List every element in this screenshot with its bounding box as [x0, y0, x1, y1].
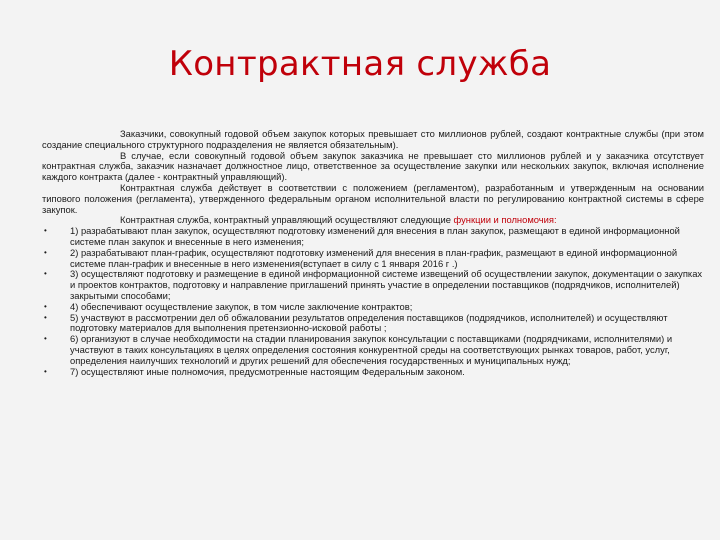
list-item: [42, 334, 704, 366]
paragraph-1: Заказчики, совокупный годовой объем закупок которых превышает сто миллионов рублей, создают контрактные службы (при этом создание специального структурного подразделения не является обязательным).: [42, 128, 704, 150]
list-item: [42, 248, 704, 270]
slide-title: Контрактная служба: [168, 44, 552, 84]
list-item-text: 7) осуществляют иные полномочия, предусмотренные настоящим Федеральным законом.: [70, 365, 465, 377]
bullet-icon: •: [44, 247, 47, 257]
list-item: [42, 226, 704, 248]
bullet-icon: •: [44, 334, 47, 344]
bullet-icon: •: [44, 301, 47, 311]
intro-text: Контрактная служба, контрактный управляющий осуществляют следующие: [120, 214, 454, 226]
list-item: [42, 313, 704, 335]
intro-highlight: функции и полномочия:: [453, 214, 557, 226]
paragraph-3: Контрактная служба действует в соответствии с положением (регламентом), разработанным и утвержденным на основании типового положения (регламента), утвержденного федеральным органом исполнительной власти по регулированию контрактной системы в сфере закупок.: [42, 181, 704, 215]
list-item-text: 5) участвуют в рассмотрении дел об обжаловании результатов определения поставщиков (подрядчиков, исполнителей) и осуществляют подготовку материалов для выполнения претензионно-исковой работы ;: [70, 311, 668, 334]
paragraph-2: В случае, если совокупный годовой объем закупок заказчика не превышает сто миллионов рублей и у заказчика отсутствует контрактная служба, заказчик назначает должностное лицо, ответственное за осуществление закупки или нескольких закупок, включая исполнение каждого контракта (далее - контрактный управляющий).: [42, 149, 704, 183]
bullet-icon: •: [44, 226, 47, 236]
bullet-icon: •: [44, 366, 47, 376]
list-item-text: 1) разрабатывают план закупок, осуществляют подготовку изменений для внесения в план закупок, размещают в единой информационной системе план закупок и внесенные в него изменения;: [70, 225, 680, 247]
slide-body: [42, 129, 704, 377]
list-item-text: 6) организуют в случае необходимости на стадии планирования закупок консультации с поставщиками (подрядчиками, исполнителями) и участвуют в таких консультациях в целях определения состояния конкурентной среды на соответствующих рынках товаров, работ, услуг, определения наилучших технологий и других решений для обеспечения государственных и муниципальных нужд;: [70, 333, 673, 366]
list-item-text: 4) обеспечивают осуществление закупок, в том числе заключение контрактов;: [70, 300, 413, 312]
bullet-icon: •: [44, 312, 47, 322]
bullet-icon: •: [44, 269, 47, 279]
functions-list: [42, 226, 704, 377]
list-item: [42, 367, 704, 378]
list-item: [42, 269, 704, 301]
list-item-text: 3) осуществляют подготовку и размещение в единой информационной системе извещений об осуществлении закупок, документации о закупках и проектов контрактов, подготовку и направление приглашений принять участие в определении поставщиков (подрядчиков, исполнителей) закрытыми способами;: [70, 268, 703, 301]
list-item-text: 2) разрабатывают план-график, осуществляют подготовку изменений для внесения в план-график, размещают в единой информационной системе план-график и внесенные в него изменения(вступает в силу с 1 января 2016 г .): [70, 246, 678, 269]
